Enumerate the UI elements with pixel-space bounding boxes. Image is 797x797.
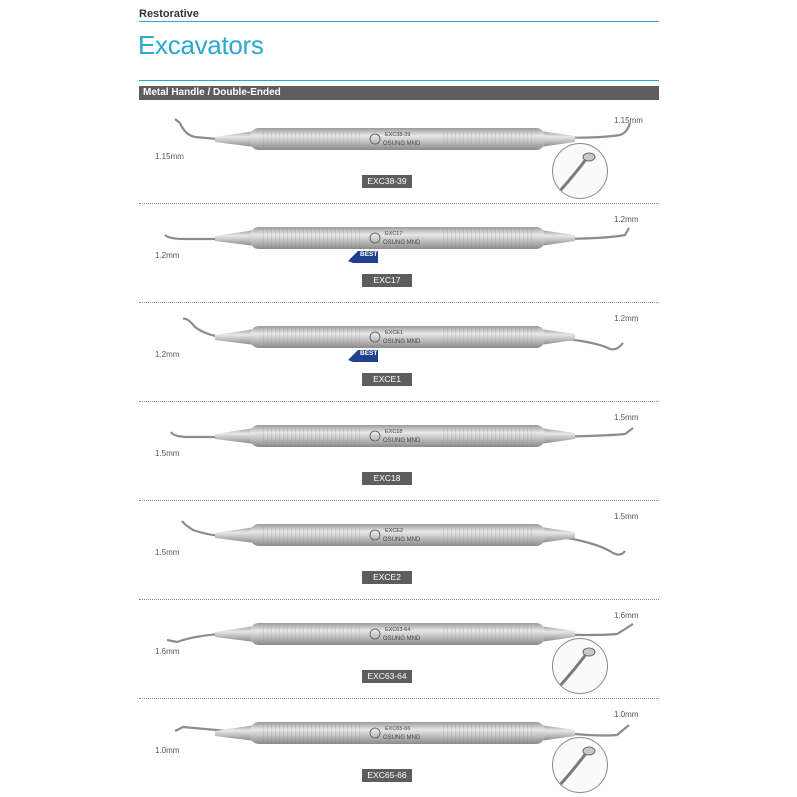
- knurl-grip-left: [260, 327, 360, 347]
- right-tip-size: 1.15mm: [614, 116, 643, 125]
- instrument-image: [155, 505, 655, 565]
- knurl-grip-left: [260, 228, 360, 248]
- tip-closeup-icon: [553, 639, 607, 693]
- knurl-grip-right: [440, 228, 535, 248]
- knurl-grip-right: [440, 525, 535, 545]
- row-divider: [139, 698, 659, 699]
- handle-engraved-code: EXC65-66: [385, 726, 411, 732]
- handle-taper-left: [215, 725, 255, 741]
- handle-taper-left: [215, 527, 255, 543]
- row-divider: [139, 302, 659, 303]
- handle-taper-left: [215, 428, 255, 444]
- top-rule: [139, 21, 659, 22]
- product-code-label: EXCE1: [362, 373, 412, 386]
- handle-brand-text: OSUNG MND: [383, 735, 421, 741]
- handle-taper-left: [215, 131, 255, 147]
- best-badge-label: BEST: [360, 350, 378, 357]
- instrument-image: [155, 307, 655, 367]
- product-code-label: EXC17: [362, 274, 412, 287]
- left-tip-size: 1.5mm: [155, 449, 180, 458]
- title-rule: [139, 80, 659, 81]
- left-tip-size: 1.15mm: [155, 152, 184, 161]
- handle-taper-right: [540, 527, 575, 543]
- instrument-image: [155, 208, 655, 268]
- handle-engraved-code: EXC17: [385, 231, 403, 237]
- handle-engraved-code: EXC18: [385, 429, 403, 435]
- tip-closeup-inset: [552, 737, 608, 793]
- row-divider: [139, 599, 659, 600]
- product-code-label: EXC65-66: [362, 769, 412, 782]
- right-tip-size: 1.0mm: [614, 710, 639, 719]
- handle-taper-right: [540, 230, 575, 246]
- product-code-label: EXC63-64: [362, 670, 412, 683]
- right-tip-size: 1.6mm: [614, 611, 639, 620]
- handle-engraved-code: EXCE1: [385, 330, 404, 336]
- handle-brand-text: OSUNG MND: [383, 537, 421, 543]
- handle-taper-left: [215, 626, 255, 642]
- knurl-grip-right: [440, 624, 535, 644]
- knurl-grip-right: [440, 129, 535, 149]
- knurl-grip-left: [260, 426, 360, 446]
- right-tip-size: 1.2mm: [614, 314, 639, 323]
- handle-taper-right: [540, 329, 575, 345]
- right-tip-size: 1.5mm: [614, 512, 639, 521]
- left-tip-size: 1.2mm: [155, 350, 180, 359]
- handle-brand-text: OSUNG MND: [383, 240, 421, 246]
- left-tip-size: 1.0mm: [155, 746, 180, 755]
- product-code-label: EXC38-39: [362, 175, 412, 188]
- handle-engraved-code: EXCE2: [385, 528, 404, 534]
- knurl-grip-left: [260, 723, 360, 743]
- row-divider: [139, 401, 659, 402]
- product-code-label: EXC18: [362, 472, 412, 485]
- handle-brand-text: OSUNG MND: [383, 339, 421, 345]
- knurl-grip-left: [260, 624, 360, 644]
- tip-closeup-inset: [552, 143, 608, 199]
- left-tip-size: 1.2mm: [155, 251, 180, 260]
- right-tip-size: 1.5mm: [614, 413, 639, 422]
- left-tip-size: 1.5mm: [155, 548, 180, 557]
- instrument-image: [155, 406, 655, 466]
- handle-brand-text: OSUNG MND: [383, 438, 421, 444]
- row-divider: [139, 203, 659, 204]
- handle-engraved-code: EXC63-64: [385, 627, 411, 633]
- left-tip-size: 1.6mm: [155, 647, 180, 656]
- tip-closeup-inset: [552, 638, 608, 694]
- tip-closeup-icon: [553, 738, 607, 792]
- handle-brand-text: OSUNG MND: [383, 141, 421, 147]
- right-tip-size: 1.2mm: [614, 215, 639, 224]
- handle-engraved-code: EXC38-39: [385, 132, 411, 138]
- knurl-grip-left: [260, 129, 360, 149]
- handle-brand-text: OSUNG MND: [383, 636, 421, 642]
- knurl-grip-right: [440, 723, 535, 743]
- knurl-grip-right: [440, 426, 535, 446]
- handle-taper-left: [215, 329, 255, 345]
- row-divider: [139, 500, 659, 501]
- tip-closeup-icon: [553, 144, 607, 198]
- handle-taper-left: [215, 230, 255, 246]
- knurl-grip-right: [440, 327, 535, 347]
- product-code-label: EXCE2: [362, 571, 412, 584]
- handle-taper-right: [540, 428, 575, 444]
- category-bar: Metal Handle / Double-Ended: [139, 86, 659, 100]
- page-title: Excavators: [138, 30, 264, 60]
- section-label: Restorative: [139, 8, 199, 20]
- best-badge-label: BEST: [360, 251, 378, 258]
- knurl-grip-left: [260, 525, 360, 545]
